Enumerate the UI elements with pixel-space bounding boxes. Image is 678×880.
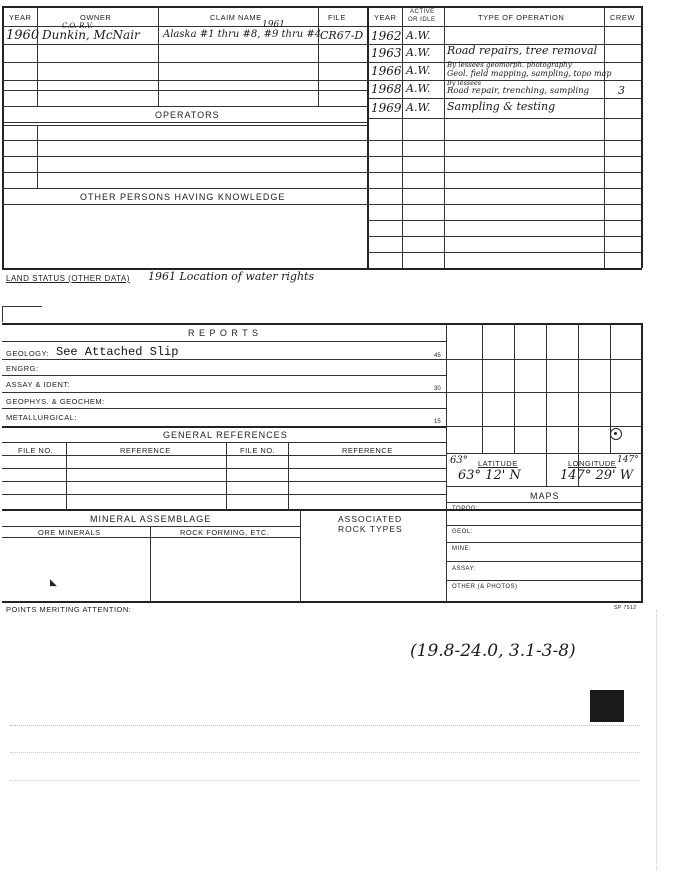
maps-mine: MINE:	[452, 546, 472, 552]
header-active: ACTIVE	[410, 9, 435, 15]
owner-note: C.O. R.V.	[62, 22, 93, 30]
activity-status: A.W.	[406, 101, 431, 114]
dark-square-mark	[590, 690, 624, 722]
longitude-suffix: 147°	[617, 455, 639, 465]
reports-num-30: 30	[434, 386, 441, 392]
header-year: YEAR	[9, 13, 32, 22]
activity-year: 1968	[371, 82, 402, 96]
latitude-prefix: 63°	[450, 455, 468, 466]
latitude-label: LATITUDE	[478, 459, 518, 468]
activity-operation: Road repair, trenching, sampling	[447, 86, 590, 96]
ref-file-no-2: FILE NO.	[240, 446, 276, 455]
reports-num-15: 15	[434, 419, 441, 425]
header-type-of-operation: TYPE OF OPERATION	[478, 13, 565, 22]
rock-forming-label: ROCK FORMING, ETC.	[180, 528, 270, 537]
activity-year: 1969	[371, 101, 402, 115]
map-reference: (19.8-24.0, 3.1-3-8)	[410, 641, 576, 661]
other-persons-label: OTHER PERSONS HAVING KNOWLEDGE	[80, 192, 286, 202]
geology-value: See Attached Slip	[56, 345, 179, 359]
geology-label: GEOLOGY:	[6, 349, 50, 358]
latitude-value: 63° 12' N	[458, 468, 521, 483]
header-owner: OWNER	[80, 13, 112, 22]
header-year-2: YEAR	[374, 13, 397, 22]
claim-file-value: CR67-D	[320, 29, 364, 42]
maps-title: MAPS	[530, 491, 560, 501]
mineral-title: MINERAL ASSEMBLAGE	[90, 514, 212, 524]
owner-name: Dunkin, McNair	[42, 28, 140, 42]
geophys-label: GEOPHYS. & GEOCHEM:	[6, 397, 105, 406]
assay-ident-label: ASSAY & IDENT:	[6, 380, 71, 389]
activity-operation: Road repairs, tree removal	[447, 44, 598, 57]
form-number: SP 7512	[614, 605, 637, 611]
activity-operation: Sampling & testing	[447, 100, 556, 113]
maps-geol: GEOL:	[452, 529, 473, 535]
reports-num-45: 45	[434, 353, 441, 359]
claim-year-above: 1961	[262, 20, 285, 30]
maps-assay: ASSAY:	[452, 566, 476, 572]
maps-other: OTHER (& PHOTOS)	[452, 584, 518, 590]
associated-label: ASSOCIATED	[338, 514, 403, 524]
rock-types-label: ROCK TYPES	[338, 524, 403, 534]
header-crew: CREW	[610, 13, 635, 22]
general-references-title: GENERAL REFERENCES	[163, 430, 288, 440]
activity-status: A.W.	[406, 64, 431, 77]
ore-minerals-label: ORE MINERALS	[38, 528, 101, 537]
activity-year: 1962	[371, 29, 402, 43]
header-claim-name: CLAIM NAME	[210, 13, 262, 22]
maps-topog: TOPOG:	[452, 506, 479, 512]
activity-status: A.W.	[406, 29, 431, 42]
activity-year: 1966	[371, 64, 402, 78]
longitude-label: LONGITUDE	[568, 459, 617, 468]
activity-year: 1963	[371, 46, 402, 60]
claim-year: 1960	[6, 28, 40, 43]
land-status-value: 1961 Location of water rights	[148, 270, 315, 283]
points-meriting-label: POINTS MERITING ATTENTION:	[6, 605, 132, 614]
reports-title: R E P O R T S	[188, 328, 260, 338]
longitude-value: 147° 29' W	[560, 468, 634, 483]
header-or-idle: OR IDLE	[408, 17, 436, 23]
activity-operation-note: By lessees	[447, 79, 482, 87]
ref-file-no: FILE NO.	[18, 446, 54, 455]
land-status-label: LAND STATUS (OTHER DATA)	[6, 274, 130, 283]
activity-operation: Geol. field mapping, sampling, topo map	[447, 69, 612, 78]
ref-reference: REFERENCE	[120, 446, 171, 455]
activity-status: A.W.	[406, 46, 431, 59]
arrow-mark-icon: ◣	[50, 577, 57, 587]
engrg-label: ENGRG:	[6, 364, 39, 373]
header-file: FILE	[328, 13, 346, 22]
operators-label: OPERATORS	[155, 110, 220, 120]
activity-status: A.W.	[406, 82, 431, 95]
claim-name-value: Alaska #1 thru #8, #9 thru #4	[163, 29, 322, 40]
section-marker-icon	[610, 428, 622, 440]
activity-crew: 3	[618, 84, 625, 97]
ref-reference-2: REFERENCE	[342, 446, 393, 455]
metallurgical-label: METALLURGICAL:	[6, 413, 78, 422]
activity-operation-note: By lessees geomorph. photography	[447, 61, 572, 69]
